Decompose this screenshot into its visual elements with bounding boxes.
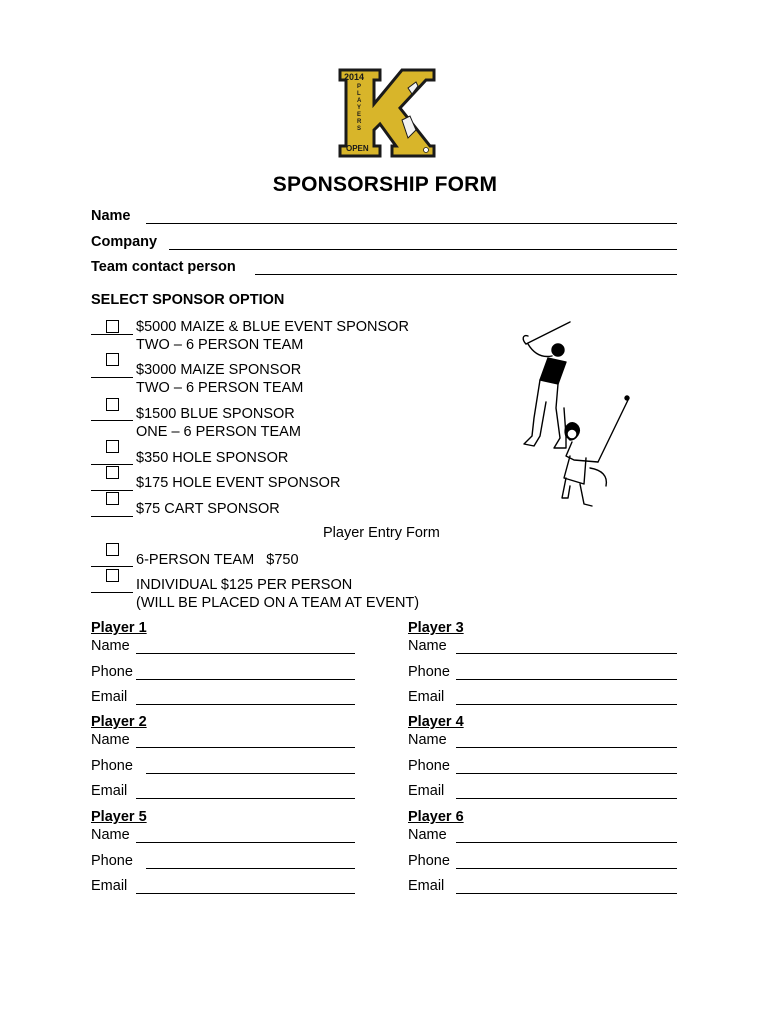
player-3-name-field[interactable] — [456, 653, 677, 654]
player-2-name-field[interactable] — [136, 747, 355, 748]
sponsor-75-label: $75 CART SPONSOR — [136, 501, 280, 517]
sponsor-section-heading: SELECT SPONSOR OPTION — [91, 292, 285, 308]
player-1-name-field[interactable] — [136, 653, 355, 654]
sponsor-175-blank[interactable] — [91, 490, 133, 491]
team-contact-field[interactable] — [255, 274, 677, 275]
six-person-team-label: 6-PERSON TEAM $750 — [136, 552, 299, 568]
name-label: Name — [91, 208, 131, 224]
player-entry-heading: Player Entry Form — [323, 525, 440, 541]
sponsor-350-checkbox[interactable] — [106, 440, 119, 453]
player-5-name-label: Name — [91, 827, 130, 843]
player-5-email-label: Email — [91, 878, 128, 894]
player-4-email-field[interactable] — [456, 798, 677, 799]
player-2-name-label: Name — [91, 732, 130, 748]
player-6-phone-field[interactable] — [456, 868, 677, 869]
player-2-email-label: Email — [91, 783, 128, 799]
player-1-email-field[interactable] — [136, 704, 355, 705]
player-6-email-field[interactable] — [456, 893, 677, 894]
player-3-email-label: Email — [408, 689, 445, 705]
sponsor-5000-label: $5000 MAIZE & BLUE EVENT SPONSOR — [136, 319, 409, 335]
team-contact-label: Team contact person — [91, 259, 236, 275]
player-1-email-label: Email — [91, 689, 128, 705]
player-4-phone-label: Phone — [408, 758, 450, 774]
sponsor-3000-label: $3000 MAIZE SPONSOR — [136, 362, 302, 378]
sponsor-350-label: $350 HOLE SPONSOR — [136, 450, 289, 466]
player-4-heading: Player 4 — [408, 714, 464, 730]
player-3-phone-field[interactable] — [456, 679, 677, 680]
player-6-phone-label: Phone — [408, 853, 450, 869]
player-1-heading: Player 1 — [91, 620, 147, 636]
player-3-heading: Player 3 — [408, 620, 464, 636]
sponsor-1500-checkbox[interactable] — [106, 398, 119, 411]
player-5-heading: Player 5 — [91, 809, 147, 825]
six-person-team-blank[interactable] — [91, 566, 133, 567]
player-6-name-field[interactable] — [456, 842, 677, 843]
sponsor-5000-team: TWO – 6 PERSON TEAM — [136, 337, 304, 353]
player-4-name-label: Name — [408, 732, 447, 748]
sponsor-175-label: $175 HOLE EVENT SPONSOR — [136, 475, 341, 491]
name-field[interactable] — [146, 223, 677, 224]
player-1-name-label: Name — [91, 638, 130, 654]
player-3-phone-label: Phone — [408, 664, 450, 680]
sponsor-75-blank[interactable] — [91, 516, 133, 517]
sponsor-5000-checkbox[interactable] — [106, 320, 119, 333]
sponsor-1500-label: $1500 BLUE SPONSOR — [136, 406, 295, 422]
player-1-phone-label: Phone — [91, 664, 133, 680]
player-2-phone-label: Phone — [91, 758, 133, 774]
sponsor-1500-blank[interactable] — [91, 420, 133, 421]
player-4-name-field[interactable] — [456, 747, 677, 748]
player-4-phone-field[interactable] — [456, 773, 677, 774]
player-1-phone-field[interactable] — [136, 679, 355, 680]
player-2-phone-field[interactable] — [146, 773, 355, 774]
sponsor-175-checkbox[interactable] — [106, 466, 119, 479]
sponsor-75-checkbox[interactable] — [106, 492, 119, 505]
player-5-email-field[interactable] — [136, 893, 355, 894]
individual-label: INDIVIDUAL $125 PER PERSON — [136, 577, 353, 593]
player-2-heading: Player 2 — [91, 714, 147, 730]
sponsor-3000-team: TWO – 6 PERSON TEAM — [136, 380, 304, 396]
event-logo — [336, 68, 436, 158]
six-person-team-checkbox[interactable] — [106, 543, 119, 556]
individual-blank[interactable] — [91, 592, 133, 593]
individual-note: (WILL BE PLACED ON A TEAM AT EVENT) — [136, 595, 420, 611]
player-5-phone-label: Phone — [91, 853, 133, 869]
company-label: Company — [91, 234, 158, 250]
sponsor-3000-blank[interactable] — [91, 377, 133, 378]
player-6-name-label: Name — [408, 827, 447, 843]
sponsor-350-blank[interactable] — [91, 464, 133, 465]
player-3-email-field[interactable] — [456, 704, 677, 705]
logo-bottom-text: OPEN — [346, 144, 369, 153]
company-field[interactable] — [169, 249, 677, 250]
player-6-heading: Player 6 — [408, 809, 464, 825]
sponsor-3000-checkbox[interactable] — [106, 353, 119, 366]
player-5-name-field[interactable] — [136, 842, 355, 843]
individual-checkbox[interactable] — [106, 569, 119, 582]
golfers-illustration — [512, 318, 642, 518]
player-6-email-label: Email — [408, 878, 445, 894]
player-2-email-field[interactable] — [136, 798, 355, 799]
player-5-phone-field[interactable] — [146, 868, 355, 869]
logo-vertical-text: PLAYERS — [357, 84, 362, 132]
sponsor-5000-blank[interactable] — [91, 334, 133, 335]
player-3-name-label: Name — [408, 638, 447, 654]
sponsor-1500-team: ONE – 6 PERSON TEAM — [136, 424, 301, 440]
player-4-email-label: Email — [408, 783, 445, 799]
page-title: SPONSORSHIP FORM — [272, 173, 498, 196]
logo-year: 2014 — [344, 72, 365, 82]
